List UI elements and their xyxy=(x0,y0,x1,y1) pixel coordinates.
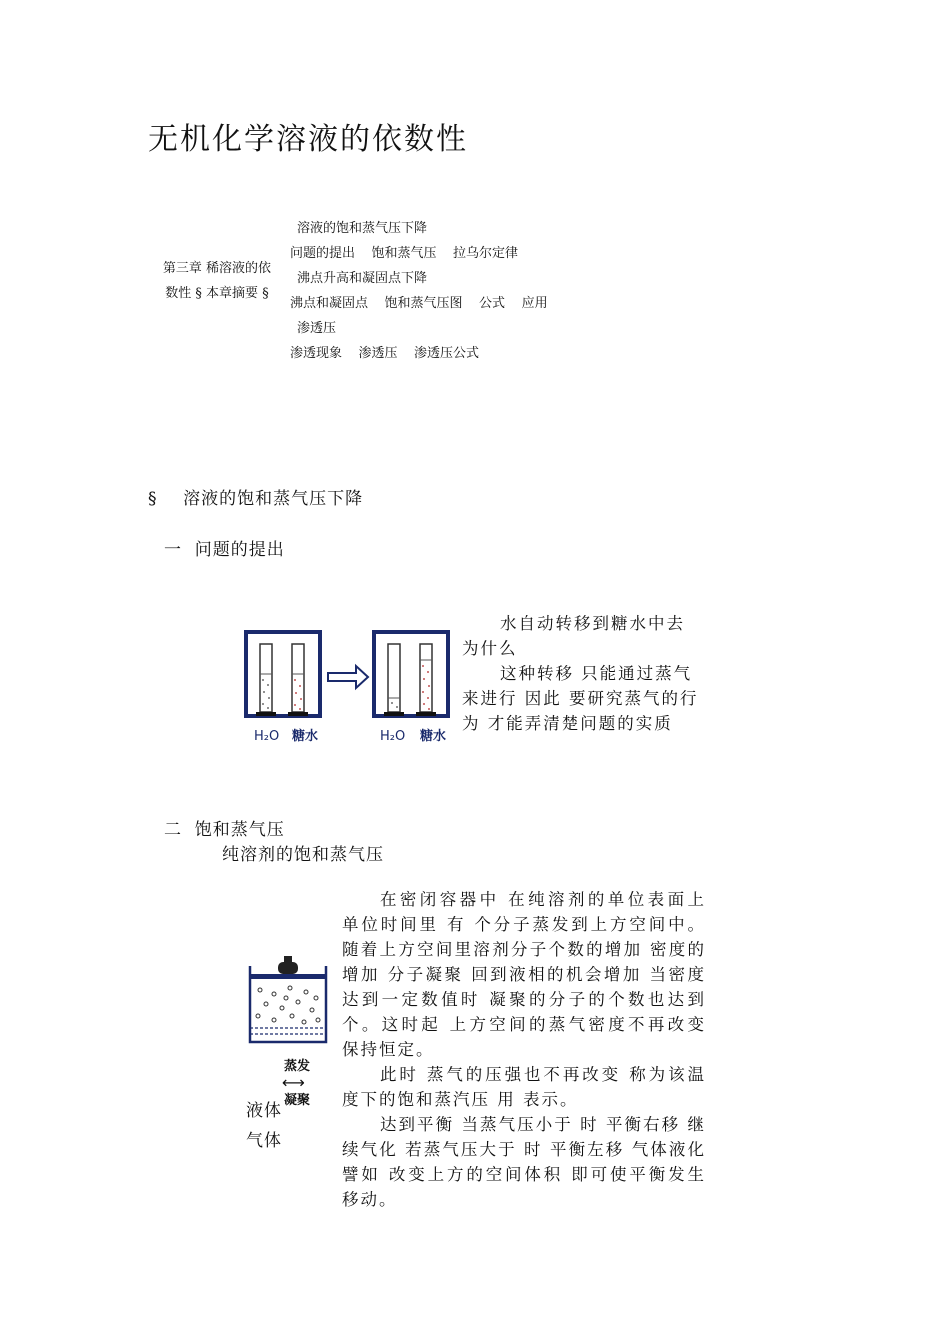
paragraph-line: 此时 蒸气的压强也不再改变 称为该温度下的饱和蒸汽压 用 表示。 xyxy=(342,1065,706,1109)
toc-list xyxy=(290,216,548,366)
evaporation-figure xyxy=(246,954,332,1114)
subsection-heading-1: 一 问题的提出 xyxy=(164,540,285,560)
tube-sugar xyxy=(292,644,304,712)
label-sugar-right: 糖水 xyxy=(420,729,447,744)
label-sugar-left: 糖水 xyxy=(292,729,319,744)
left-container xyxy=(246,632,320,716)
question-paragraph xyxy=(462,611,702,736)
arrow-right-icon xyxy=(328,666,368,688)
toc-line[interactable]: 问题的提出 饱和蒸气压 拉乌尔定律 xyxy=(290,246,519,261)
right-container xyxy=(374,632,448,716)
vapor-pressure-paragraph xyxy=(342,887,706,1212)
paragraph-line: 在密闭容器中 在纯溶剂的单位表面上 单位时间里 有 个分子蒸发到上方空间中。随着上方空间里溶剂分子个数的增加 密度的增加 分子凝聚 回到液相的机会增加 当密度达到一定数值时 凝聚的分子的个数也达到 个。这时起 上方空间的蒸气密度不再改变 保持恒定。 xyxy=(342,890,706,1059)
subsection-heading-2: 二 饱和蒸气压 xyxy=(164,820,285,840)
label-condense: 凝聚 xyxy=(284,1093,311,1108)
double-arrow-icon: ⟷ xyxy=(282,1073,305,1092)
container-lid xyxy=(250,974,326,979)
toc-line[interactable]: 渗透压 xyxy=(297,321,337,336)
section-heading: § 溶液的饱和蒸气压下降 xyxy=(148,489,364,509)
tube-water xyxy=(260,644,272,712)
label-gas: 气体 xyxy=(246,1131,282,1151)
paragraph-line: 这种转移 只能通过蒸气来进行 因此 要研究蒸气的行为 才能弄清楚问题的实质 xyxy=(462,664,699,733)
toc-chapter-label: 第三章 稀溶液的依数性 § 本章摘要 § xyxy=(162,261,272,301)
toc-line[interactable]: 渗透现象 渗透压 渗透压公式 xyxy=(290,346,480,361)
transfer-figure xyxy=(244,630,454,748)
paragraph-line: 达到平衡 当蒸气压小于 时 平衡右移 继续气化 若蒸气压大于 时 平衡左移 气体液化 譬如 改变上方的空间体积 即可使平衡发生移动。 xyxy=(342,1115,706,1209)
label-liquid: 液体 xyxy=(246,1101,282,1121)
toc-line[interactable]: 溶液的饱和蒸气压下降 xyxy=(297,221,428,236)
paragraph-line: 水自动转移到糖水中去为什么 xyxy=(462,614,685,658)
toc-line[interactable]: 沸点升高和凝固点下降 xyxy=(297,271,428,286)
label-h2o-right: H₂O xyxy=(380,729,406,744)
subsection-heading-2b: 纯溶剂的饱和蒸气压 xyxy=(222,845,384,865)
page-title: 无机化学溶液的依数性 xyxy=(148,122,468,157)
label-evaporate: 蒸发 xyxy=(284,1059,311,1074)
label-h2o-left: H₂O xyxy=(254,729,280,744)
toc-line[interactable]: 沸点和凝固点 饱和蒸气压图 公式 应用 xyxy=(290,296,548,311)
